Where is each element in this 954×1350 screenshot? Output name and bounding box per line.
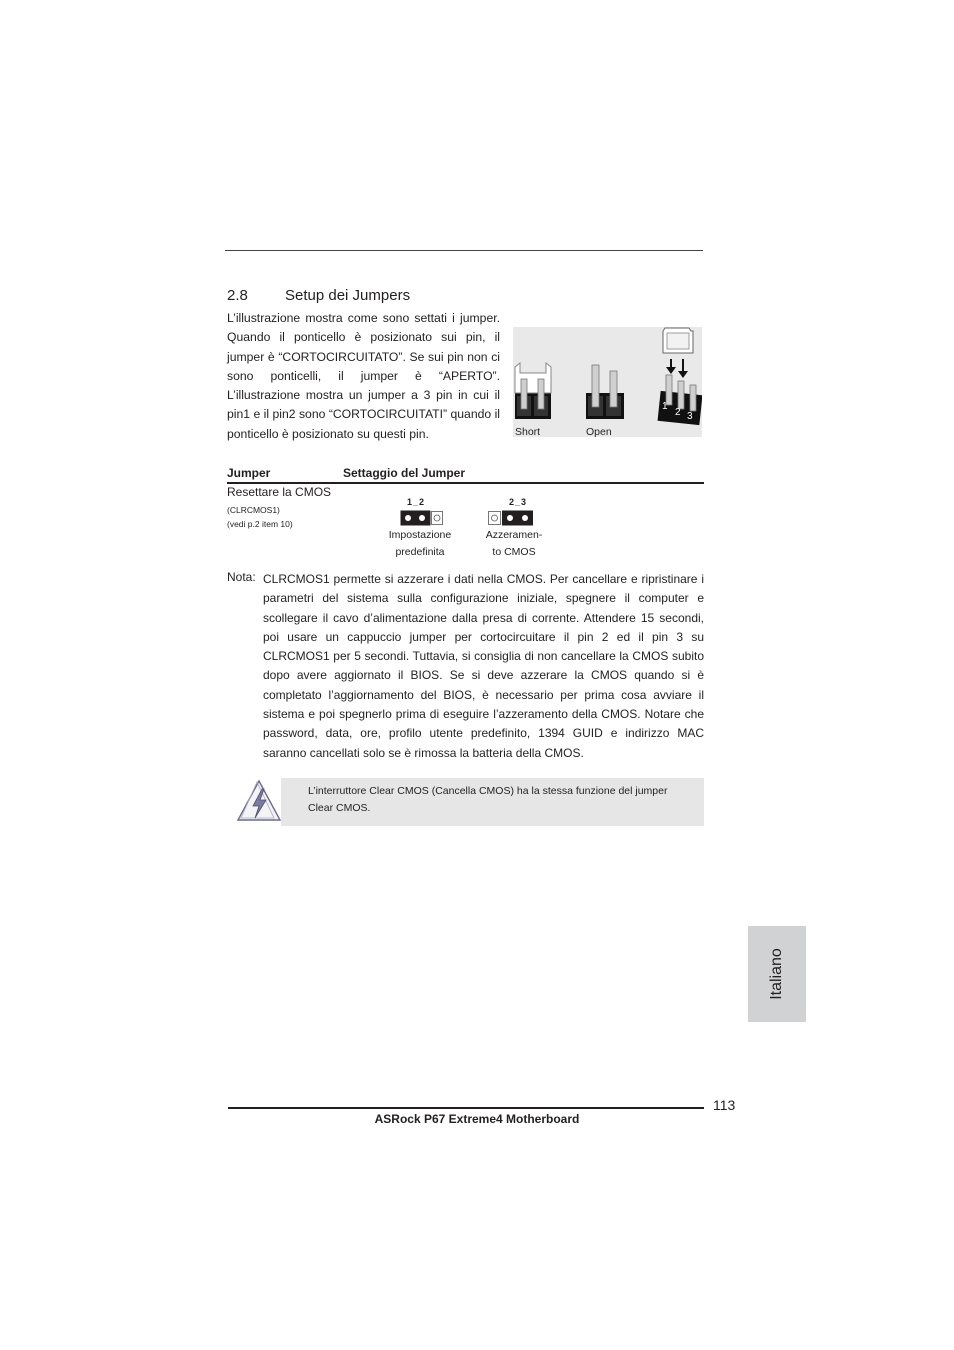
pin-number-2: 2 xyxy=(675,407,681,418)
language-tab xyxy=(748,926,806,1022)
note-label: Nota: xyxy=(227,570,256,584)
pin-number-3: 3 xyxy=(687,411,693,422)
col-setting-header: Settaggio del Jumper xyxy=(343,466,466,480)
short-label: Short xyxy=(515,426,541,437)
default-setting-line1: Impostazione xyxy=(388,529,452,541)
jumper-reference: (vedi p.2 item 10) xyxy=(227,519,293,529)
warning-text: L’interruttore Clear CMOS (Cancella CMOS) ha la stessa funzione del jumper Clear CMOS. xyxy=(308,785,668,814)
clear-pins-label: 2_3 xyxy=(509,497,528,507)
note-body: CLRCMOS1 permette si azzerare i dati nella CMOS. Per cancellare e ripristinare i parametri del sistema sulla configurazione iniziale, spegnere il computer e scollegare il cavo d’alimentazione dalla presa di corrente. Attendere 15 secondi, poi usare un cappuccio jumper per cortocircuitare il pin 2 ed il pin 3 su CLRCMOS1 per 5 secondi. Tuttavia, si consiglia di non cancellare la CMOS subito dopo avere aggiornato il BIOS. Se si deve azzerare la CMOS quando si è completato l’aggiornamento del BIOS, è necessario per prima cosa avviare il sistema e poi spegnerlo prima di eseguire l’azzeramento della CMOS. Notare che password, data, ore, profilo utente predefinito, 1394 GUID e indirizzo MAC saranno cancellati solo se è rimossa la batteria della CMOS. xyxy=(263,572,704,760)
jumper-diagram xyxy=(513,327,702,437)
warning-icon xyxy=(236,778,282,824)
footer-rule xyxy=(228,1107,704,1109)
jumper-name: Resettare la CMOS xyxy=(227,485,332,499)
open-jumper xyxy=(586,365,624,419)
section-number: 2.8 xyxy=(227,287,248,304)
table-rule xyxy=(227,482,704,484)
short-jumper xyxy=(515,363,551,419)
pin-number-1: 1 xyxy=(662,401,668,412)
clear-setting-line2: to CMOS xyxy=(492,546,536,558)
clear-setting-line1: Azzeramen- xyxy=(485,529,543,541)
default-setting-line2: predefinita xyxy=(395,546,445,558)
clear-setting-label xyxy=(474,527,554,561)
default-pins-label: 1_2 xyxy=(407,497,426,507)
section-heading xyxy=(227,287,410,304)
default-setting-label xyxy=(380,527,460,561)
col-jumper-header: Jumper xyxy=(227,466,271,480)
footer-product: ASRock P67 Extreme4 Motherboard xyxy=(374,1112,580,1126)
open-label: Open xyxy=(586,426,612,437)
jumper-id: (CLRCMOS1) xyxy=(227,505,280,515)
section-title: Setup dei Jumpers xyxy=(285,287,411,304)
language-tab-label: Italiano xyxy=(768,948,785,1000)
clear-jumper-icon xyxy=(488,510,534,526)
page-number: 113 xyxy=(713,1097,736,1113)
top-rule xyxy=(225,250,703,251)
jumper-illustration xyxy=(513,327,702,437)
three-pin-jumper xyxy=(658,328,702,425)
intro-paragraph: L’illustrazione mostra come sono settati i jumper. Quando il ponticello è posizionato sui pin, il jumper è “CORTOCIRCUITATO”. Se sui pin non ci sono ponticelli, il jumper è “APERTO”. L’illustrazione mostra un jumper a 3 pin in cui il pin1 e il pin2 sono “CORTOCIRCUITATI” quando il ponticello è posizionato su questi pin. xyxy=(227,311,500,441)
table-header xyxy=(227,466,466,480)
default-jumper-icon xyxy=(400,510,444,526)
